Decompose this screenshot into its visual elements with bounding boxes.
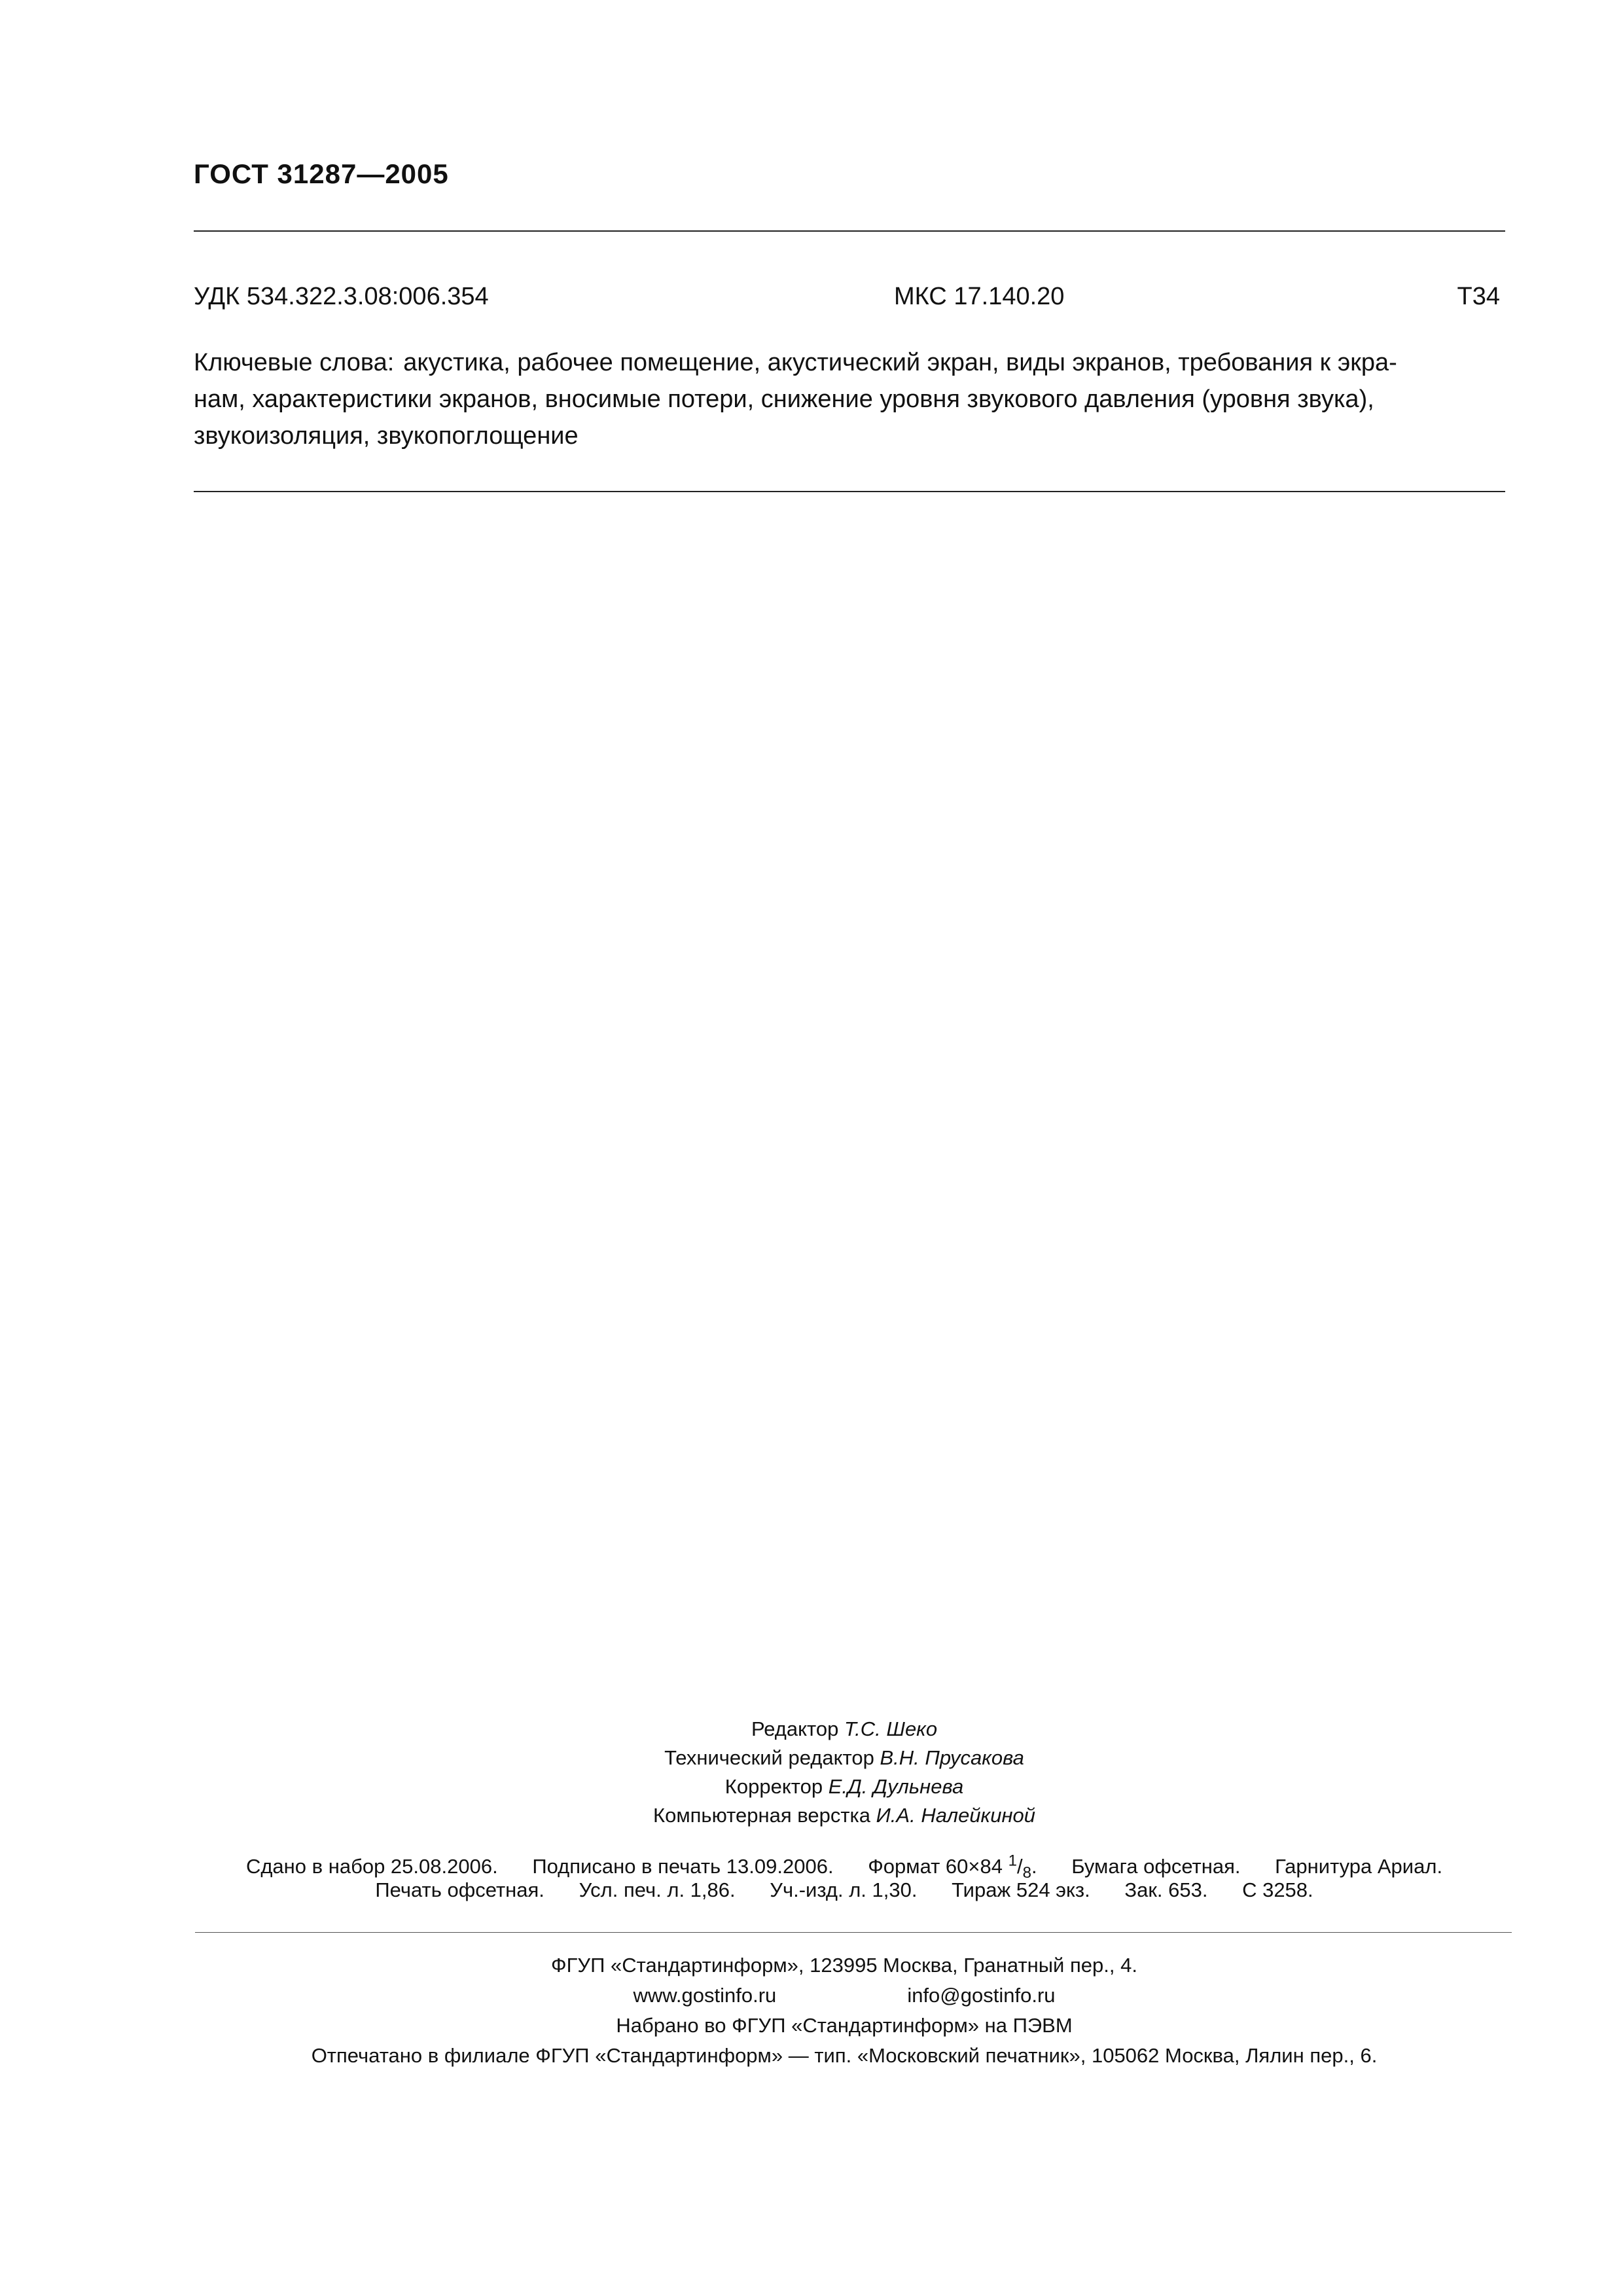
imprint-usl: Усл. печ. л. 1,86. [579, 1878, 736, 1901]
staff-person: И.А. Налейкиной [876, 1804, 1035, 1827]
imprint-font: Гарнитура Ариал. [1275, 1855, 1443, 1878]
imprint-code: С 3258. [1242, 1878, 1313, 1901]
imprint-print: Печать офсетная. [375, 1878, 544, 1901]
contacts-line [0, 1981, 1623, 2011]
publisher-address: ФГУП «Стандартинформ», 123995 Москва, Гранатный пер., 4. [551, 1954, 1137, 1977]
staff-proofreader [0, 1772, 1623, 1801]
staff-role: Корректор [724, 1775, 829, 1798]
format-denominator: 8 [1022, 1864, 1031, 1882]
imprint-run: Тираж 524 экз. [952, 1878, 1090, 1901]
keywords-text-1: акустика, рабочее помещение, акустический экран, виды экранов, требования к экра- [403, 349, 1397, 376]
document-code: ГОСТ 31287—2005 [194, 158, 449, 189]
imprint-signed: Подписано в печать 13.09.2006. [532, 1855, 834, 1878]
staff-editor [0, 1715, 1623, 1744]
staff-role: Технический редактор [664, 1746, 880, 1769]
staff-person: Т.С. Шеко [844, 1717, 938, 1740]
keywords-divider [194, 491, 1505, 492]
format-numerator: 1 [1008, 1852, 1017, 1870]
imprint-format [868, 1852, 1037, 1882]
imprint-paper: Бумага офсетная. [1071, 1855, 1241, 1878]
header-divider [194, 230, 1505, 232]
staff-credits [0, 1715, 1623, 1830]
keywords-line-1 [194, 344, 1505, 381]
staff-tech-editor [0, 1744, 1623, 1772]
keywords-label: Ключевые слова: [194, 349, 395, 376]
mks-code: МКС 17.140.20 [894, 283, 1065, 310]
format-suffix: . [1031, 1855, 1037, 1878]
format-prefix: Формат 60×84 [868, 1855, 1003, 1878]
udk-code: УДК 534.322.3.08:006.354 [194, 283, 489, 310]
imprint-line-2 [0, 1876, 1623, 1905]
staff-layout [0, 1801, 1623, 1830]
imprint-sent: Сдано в набор 25.08.2006. [245, 1855, 498, 1878]
staff-role: Компьютерная верстка [653, 1804, 876, 1827]
staff-person: В.Н. Прусакова [880, 1746, 1024, 1769]
classification-row [194, 283, 1505, 315]
staff-role: Редактор [751, 1717, 844, 1740]
footer-divider [195, 1932, 1512, 1933]
format-slash: / [1017, 1855, 1023, 1878]
keywords-block [194, 344, 1505, 454]
printed-note: Отпечатано в филиале ФГУП «Стандартинформ» — тип. «Московский печатник», 105062 Москва, Лялин пер., 6. [311, 2044, 1378, 2067]
imprint-uch: Уч.-изд. л. 1,30. [770, 1878, 918, 1901]
website-link[interactable]: www.gostinfo.ru [633, 1984, 777, 2007]
publisher-footer [0, 1950, 1623, 2071]
t-code: Т34 [1457, 283, 1500, 310]
imprint-order: Зак. 653. [1124, 1878, 1208, 1901]
staff-person: Е.Д. Дульнева [828, 1775, 964, 1798]
email-link[interactable]: info@gostinfo.ru [907, 1984, 1056, 2007]
keywords-line-2: нам, характеристики экранов, вносимые потери, снижение уровня звукового давления (уровня звука), [194, 386, 1374, 413]
keywords-line-3: звукоизоляция, звукопоглощение [194, 422, 579, 450]
typeset-note: Набрано во ФГУП «Стандартинформ» на ПЭВМ [616, 2014, 1073, 2037]
